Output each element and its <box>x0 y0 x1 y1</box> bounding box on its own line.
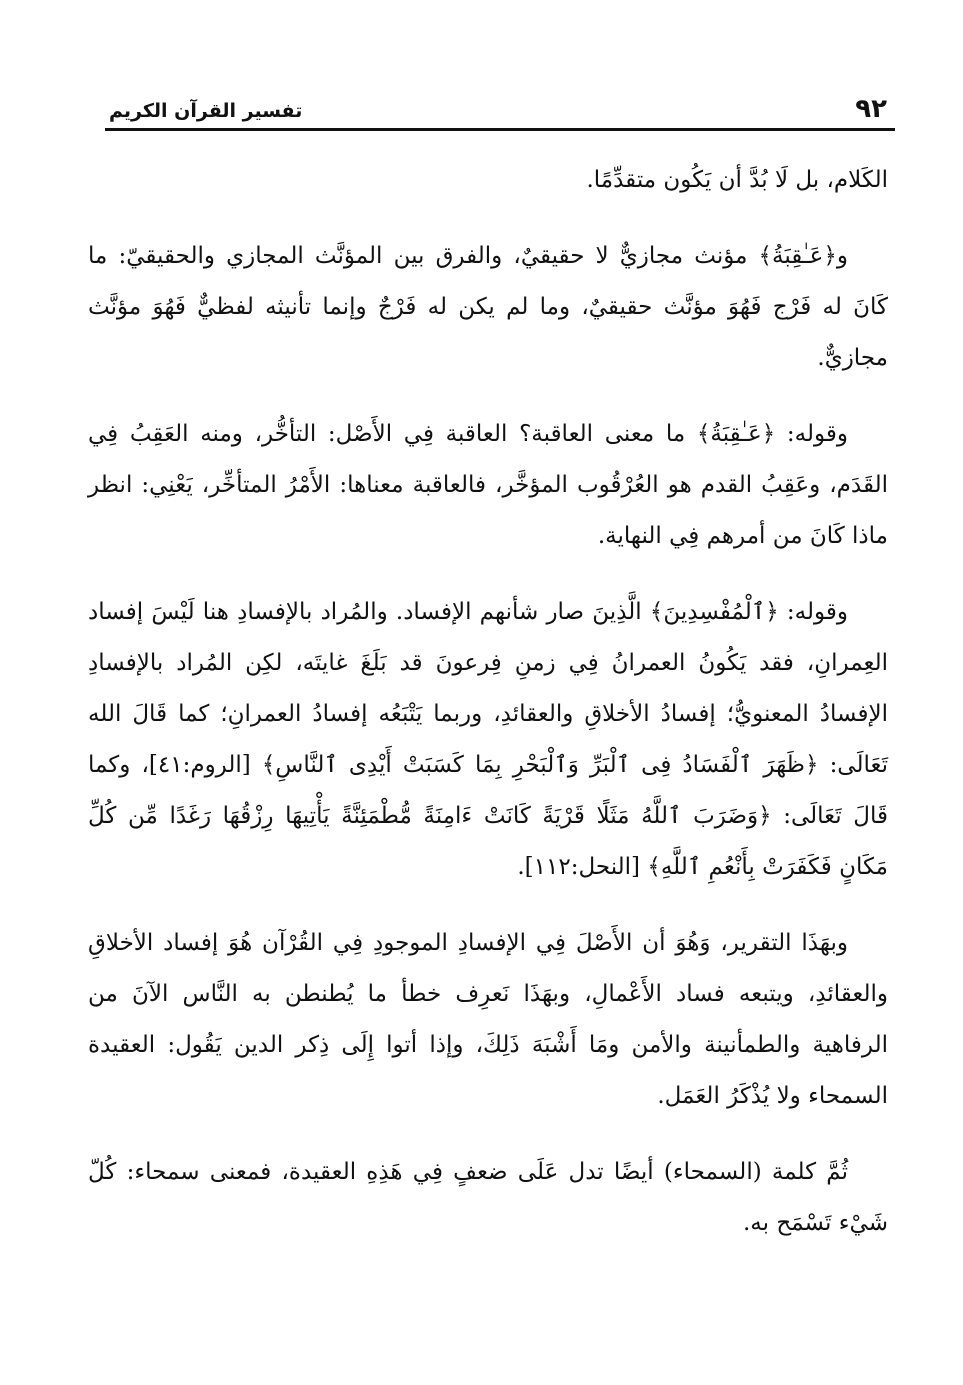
paragraph: ثُمَّ كلمة (السمحاء) أيضًا تدل عَلَى ضعفٍ فِي هَذِهِ العقيدة، فمعنى سمحاء: كُلّ شَيْء تَسْمَح به. <box>88 1159 888 1236</box>
paragraph: وقوله: ﴿ٱلْمُفْسِدِينَ﴾ الَّذِينَ صار شأنهم الإفساد. والمُراد بالإفسادِ هنا لَيْسَ إفساد العِمرانِ، فقد يَكُونُ العمرانُ فِي زمنِ فِرعونَ قد بَلَغَ غايتَه، لكِن المُراد بالإفسادِ الإفسادُ المعنويُّ؛ إفسادُ الأخلاقِ والعقائدِ، وربما يَتْبَعُه إفسادُ العمرانِ؛ كما قَالَ الله تَعَالَى: ﴿ظَهَرَ ٱلْفَسَادُ فِى ٱلْبَرِّ وَٱلْبَحْرِ بِمَا كَسَبَتْ أَيْدِى ٱلنَّاسِ﴾ [الروم:٤١]، وكما قَالَ تَعَالَى: ﴿وَضَرَبَ ٱللَّهُ مَثَلًا قَرْيَةً كَانَتْ ءَامِنَةً مُّطْمَئِنَّةً يَأْتِيهَا رِزْقُهَا رَغَدًا مِّن كُلِّ مَكَانٍ فَكَفَرَتْ بِأَنْعُمِ ٱللَّهِ﴾ [النحل:١١٢]. <box>88 599 888 880</box>
page-header <box>105 88 895 131</box>
page-number: ٩٢ <box>855 94 887 124</box>
paragraph: الكَلام، بل لَا بُدَّ أن يَكُون متقدِّمًا. <box>586 167 888 193</box>
paragraph: وبهَذَا التقرير، وَهُوَ أن الأَصْلَ فِي الإفسادِ الموجودِ فِي القُرْآن هُوَ إفساد الأخلاقِ والعقائدِ، ويتبعه فساد الأَعْمالِ، وبهَذَا نَعرِف خطأ ما يُطنطن به النَّاس الآنَ من الرفاهية والطمأنينة والأمن ومَا أَشْبَهَ ذَلِكَ، وإذا أتوا إِلَى ذِكر الدين يَقُول: العقيدة السمحاء ولا يُذْكَرُ العَمَل. <box>88 930 888 1109</box>
running-title: تفسير القرآن الكريم <box>109 100 303 122</box>
paragraph: وقوله: ﴿عَـٰقِبَةُ﴾ ما معنى العاقبة؟ العاقبة فِي الأَصْل: التأخُّر، ومنه العَقِبُ فِي القَدَم، وعَقِبُ القدم هو العُرْقُوب المؤخَّر، فالعاقبة معناها: الأَمْرُ المتأخِّر، يَعْنِي: انظر ماذا كَانَ من أمرهم فِي النهاية. <box>88 421 888 549</box>
body-text <box>88 155 888 1274</box>
paragraph: و﴿عَـٰقِبَةُ﴾ مؤنث مجازيٌّ لا حقيقيٌ، والفرق بين المؤنَّث المجازي والحقيقيّ: ما كَانَ له فَرْج فَهُوَ مؤنَّث حقيقيٌ، وما لم يكن له فَرْجٌ وإنما تأنيثه لفظيٌّ فَهُوَ مؤنَّث مجازيٌّ. <box>88 243 888 371</box>
